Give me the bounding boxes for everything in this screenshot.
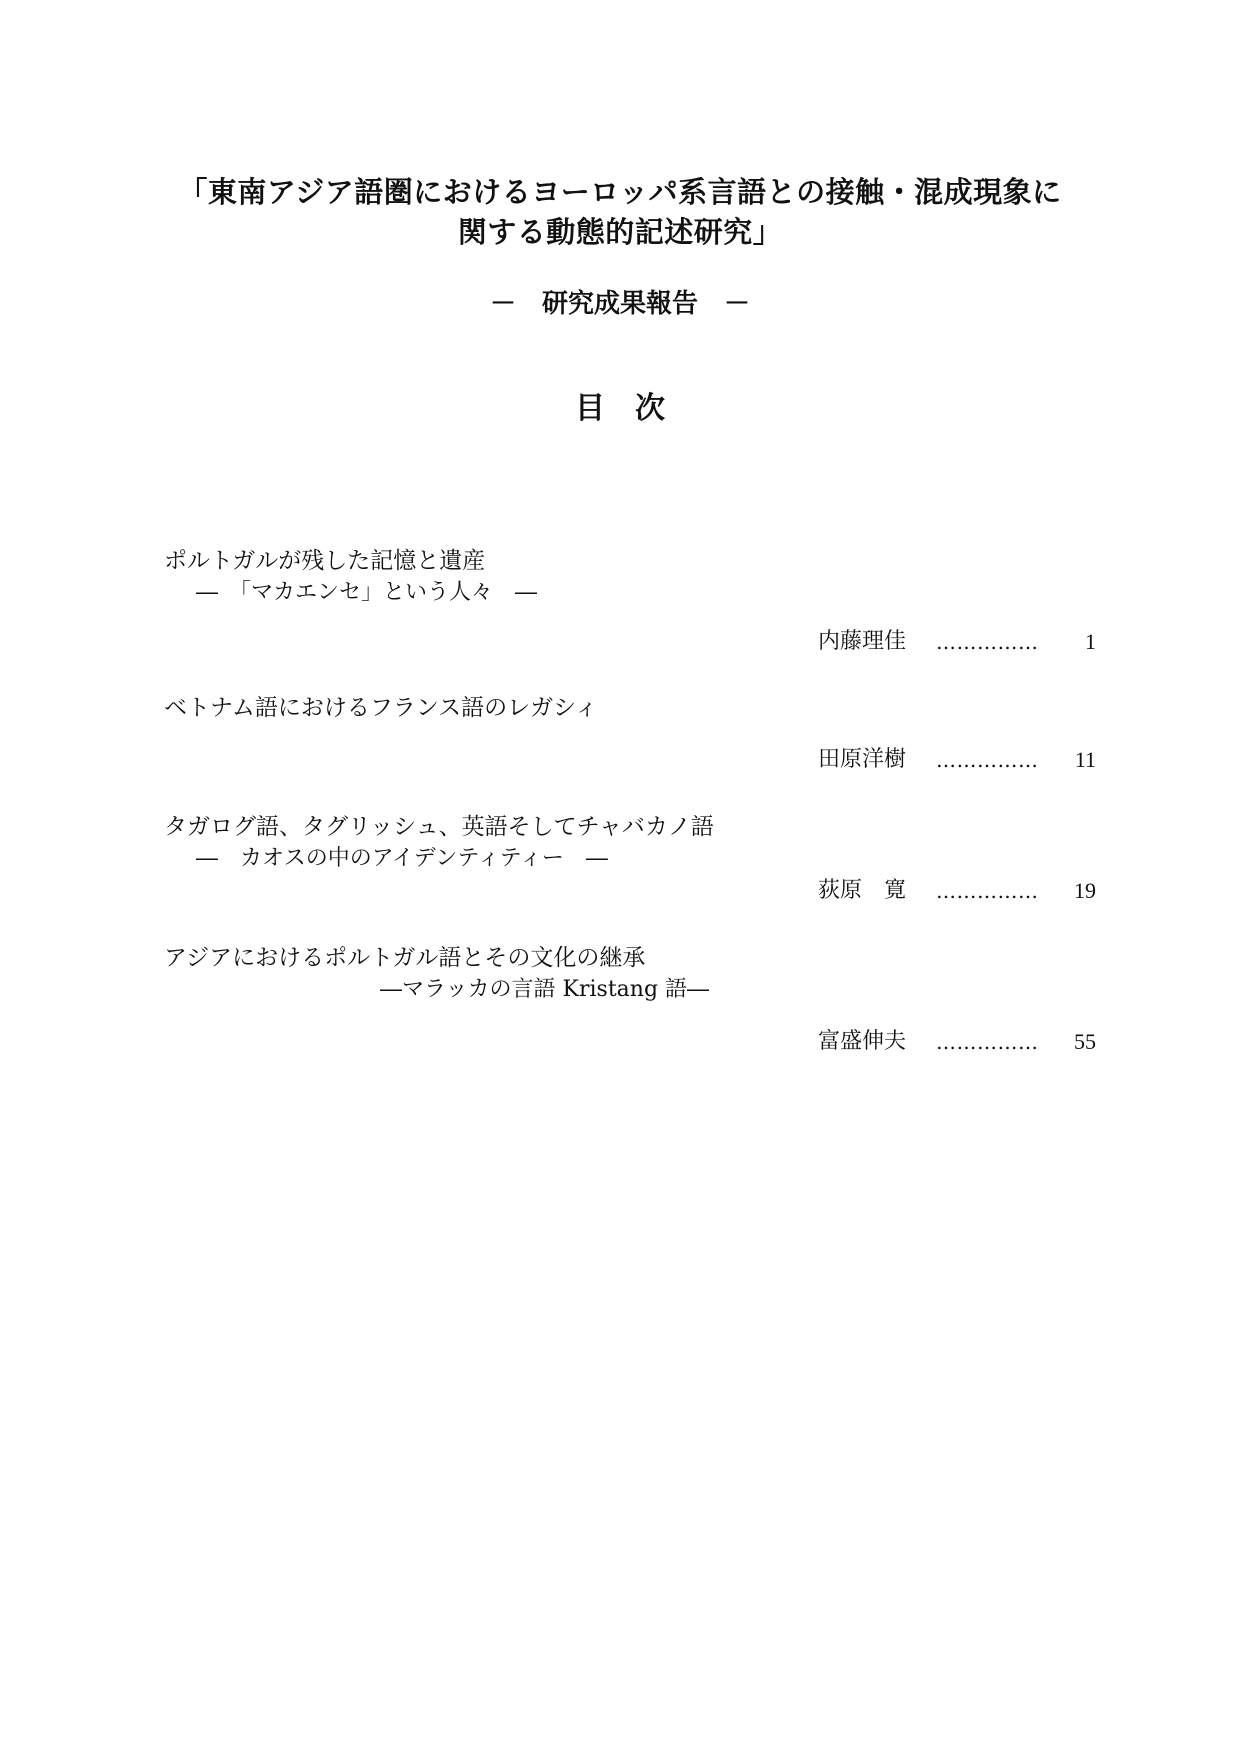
toc-entry-4-author-line[interactable] — [818, 1027, 1096, 1057]
toc-entry-2-title[interactable]: ベトナム語におけるフランス語のレガシィ — [164, 695, 598, 721]
document-title — [0, 172, 1240, 252]
toc-entry-1-leader: …………… — [936, 630, 1039, 654]
title-line-1: 「東南アジア語圏におけるヨーロッパ系言語との接触・混成現象に — [178, 175, 1062, 209]
title-line-2: 関する動態的記述研究」 — [457, 215, 783, 249]
toc-entry-2-author-line[interactable] — [818, 745, 1096, 775]
toc-entry-1-subtitle: ― 「マカエンセ」という人々 ― — [196, 580, 538, 605]
toc-entry-3-leader: …………… — [936, 879, 1039, 903]
toc-entry-3-page: 19 — [1074, 878, 1096, 903]
toc-entry-3-subtitle: ― カオスの中のアイデンティティー ― — [196, 846, 608, 871]
toc-entry-4-leader: …………… — [936, 1030, 1039, 1054]
report-subtitle: － 研究成果報告 － — [489, 289, 750, 319]
toc-entry-2-page: 11 — [1074, 747, 1096, 772]
toc-entry-4-author: 富盛伸夫 — [818, 1029, 907, 1054]
toc-entry-1-author-line[interactable] — [818, 627, 1096, 657]
toc-entry-2-author: 田原洋樹 — [818, 747, 907, 772]
toc-entry-1-author: 内藤理佳 — [818, 629, 907, 654]
toc-entry-1-title[interactable]: ポルトガルが残した記憶と遺産 — [164, 548, 486, 574]
toc-entry-3-author: 荻原 寛 — [818, 878, 907, 903]
toc-entry-4-page: 55 — [1074, 1029, 1096, 1054]
toc-entry-1-page: 1 — [1085, 629, 1096, 654]
toc-entry-4-title[interactable]: アジアにおけるポルトガル語とその文化の継承 — [164, 945, 646, 971]
toc-entry-3-title[interactable]: タガログ語、タグリッシュ、英語そしてチャバカノ語 — [164, 814, 714, 840]
toc-entry-2-leader: …………… — [936, 748, 1039, 772]
toc-entry-3-author-line[interactable] — [818, 876, 1096, 906]
toc-heading: 目 次 — [575, 391, 665, 426]
toc-entry-4-subtitle: ―マラッカの言語 Kristang 語― — [380, 977, 710, 1002]
